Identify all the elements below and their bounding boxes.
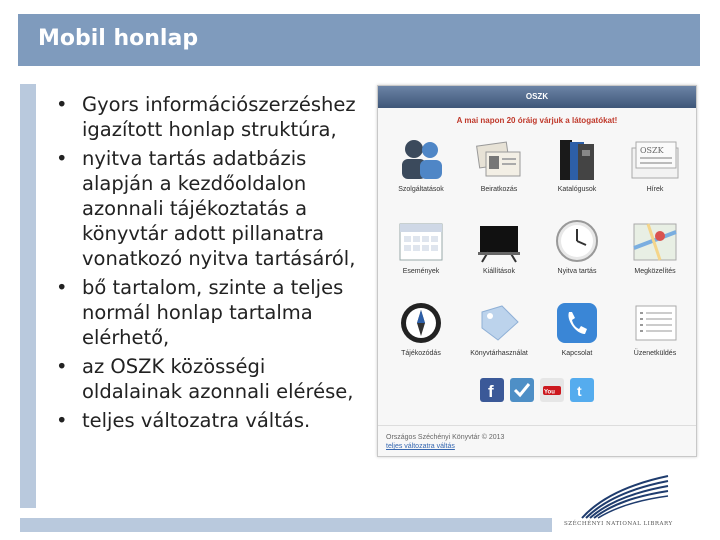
easel-board-icon bbox=[474, 218, 524, 264]
newspaper-icon bbox=[630, 136, 680, 182]
bullet-item: • Gyors információszerzéshez igazított honlap struktúra, bbox=[56, 93, 356, 141]
slide-title: Mobil honlap bbox=[38, 26, 199, 51]
facebook-icon[interactable] bbox=[480, 378, 504, 402]
twitter-icon[interactable] bbox=[570, 378, 594, 402]
svg-text:t: t bbox=[577, 383, 582, 399]
svg-text:You: You bbox=[544, 389, 555, 396]
logo-swoosh-icon bbox=[560, 470, 710, 520]
bullet-item: • teljes változatra váltás. bbox=[56, 409, 311, 432]
svg-text:f: f bbox=[488, 382, 494, 401]
mobile-site-screenshot bbox=[377, 85, 697, 457]
bullet-list bbox=[56, 92, 366, 437]
clock-icon bbox=[552, 218, 602, 264]
phone-icon bbox=[552, 300, 602, 346]
tile-beiratkozas[interactable]: Beiratkozás bbox=[464, 136, 534, 193]
svg-text:OSZK: OSZK bbox=[640, 146, 664, 155]
mobile-header: OSZK bbox=[378, 86, 696, 108]
logo-text: SZÉCHÉNYI NATIONAL LIBRARY bbox=[564, 521, 673, 527]
message-icon bbox=[630, 300, 680, 346]
tile-kiallitasok[interactable]: Kiállítások bbox=[464, 218, 534, 275]
mobile-footer bbox=[378, 425, 696, 456]
compass-icon bbox=[396, 300, 446, 346]
tile-kapcsolat[interactable]: Kapcsolat bbox=[542, 300, 612, 357]
bullet-item: • nyitva tartás adatbázis alapján a kezdőoldalon azonnali tájékoztatás a könyvtár adott pillanatra vonatkozó nyitva tartásáról, bbox=[56, 147, 356, 270]
tile-esemenyek[interactable]: Események bbox=[386, 218, 456, 275]
checkin-icon[interactable] bbox=[510, 378, 534, 402]
map-icon bbox=[630, 218, 680, 264]
catalog-books-icon bbox=[552, 136, 602, 182]
left-accent-bar bbox=[20, 84, 36, 508]
tile-uzenetkuldes[interactable]: Üzenetküldés bbox=[620, 300, 690, 357]
library-logo bbox=[560, 470, 710, 532]
tag-icon bbox=[474, 300, 524, 346]
bullet-dot: • bbox=[56, 276, 68, 299]
tile-szolgaltatasok[interactable]: Szolgáltatások bbox=[386, 136, 456, 193]
calendar-icon bbox=[396, 218, 446, 264]
users-icon bbox=[396, 136, 446, 182]
id-cards-icon bbox=[474, 136, 524, 182]
tile-hirek[interactable]: OSZK Hírek bbox=[620, 136, 690, 193]
tile-megkozelites[interactable]: Megközelítés bbox=[620, 218, 690, 275]
youtube-icon[interactable] bbox=[540, 378, 564, 402]
tile-katalogusok[interactable]: Katalógusok bbox=[542, 136, 612, 193]
bottom-accent-bar bbox=[20, 518, 552, 532]
tile-konyvtarhasznalat[interactable]: Könyvtárhasználat bbox=[464, 300, 534, 357]
title-bar bbox=[18, 14, 700, 66]
bullet-item: • az OSZK közösségi oldalainak azonnali elérése, bbox=[56, 355, 354, 403]
opening-hours-notice: A mai napon 20 óráig várjuk a látogatókat! bbox=[456, 116, 618, 125]
full-version-link[interactable]: teljes változatra váltás bbox=[386, 443, 455, 450]
bullet-dot: • bbox=[56, 147, 68, 170]
copyright-text: Országos Széchényi Könyvtár © 2013 bbox=[386, 434, 505, 441]
bullet-item: • bő tartalom, szinte a teljes normál honlap tartalma elérhető, bbox=[56, 276, 344, 349]
bullet-dot: • bbox=[56, 93, 68, 116]
tile-tajekozodas[interactable]: Tájékozódás bbox=[386, 300, 456, 357]
tile-nyitva-tartas[interactable]: Nyitva tartás bbox=[542, 218, 612, 275]
bullet-dot: • bbox=[56, 355, 68, 378]
bullet-dot: • bbox=[56, 409, 68, 432]
